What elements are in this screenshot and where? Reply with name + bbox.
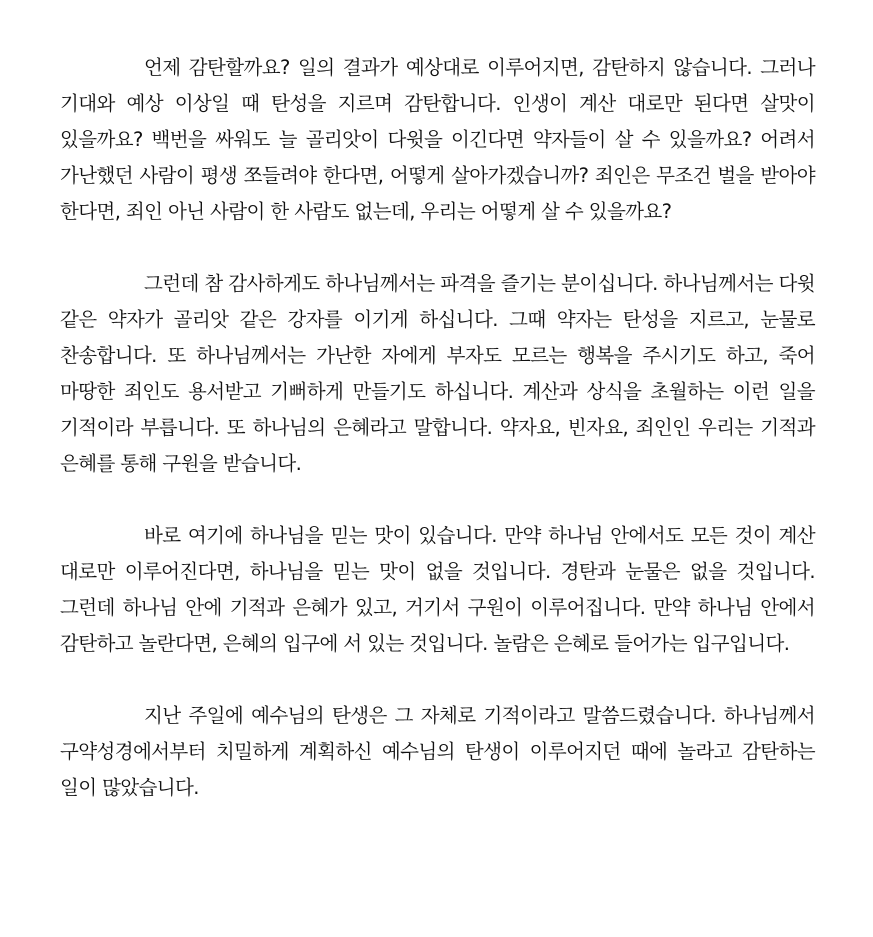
paragraph-4: 지난 주일에 예수님의 탄생은 그 자체로 기적이라고 말씀드렸습니다. 하나님께서 구약성경에서부터 치밀하게 계획하신 예수님의 탄생이 이루어지던 때에 놀라고 감탄하는 일이 많았습니다. bbox=[60, 704, 815, 799]
document-body bbox=[60, 50, 815, 806]
paragraph-1: 언제 감탄할까요? 일의 결과가 예상대로 이루어지면, 감탄하지 않습니다. 그러나 기대와 예상 이상일 때 탄성을 지르며 감탄합니다. 인생이 계산 대로만 된다면 살맛이 있을까요? 백번을 싸워도 늘 골리앗이 다윗을 이긴다면 약자들이 살 수 있을까요? 어려서 가난했던 사람이 평생 쪼들려야 한다면, 어떻게 살아가겠습니까? 죄인은 무조건 벌을 받아야 한다면, 죄인 아닌 사람이 한 사람도 없는데, 우리는 어떻게 살 수 있을까요? bbox=[60, 56, 815, 223]
paragraph-2: 그런데 참 감사하게도 하나님께서는 파격을 즐기는 분이십니다. 하나님께서는 다윗 같은 약자가 골리앗 같은 강자를 이기게 하십니다. 그때 약자는 탄성을 지르고, 눈물로 찬송합니다. 또 하나님께서는 가난한 자에게 부자도 모르는 행복을 주시기도 하고, 죽어 마땅한 죄인도 용서받고 기뻐하게 만들기도 하십니다. 계산과 상식을 초월하는 이런 일을 기적이라 부릅니다. 또 하나님의 은혜라고 말합니다. 약자요, 빈자요, 죄인인 우리는 기적과 은혜를 통해 구원을 받습니다. bbox=[60, 272, 815, 475]
paragraph-3: 바로 여기에 하나님을 믿는 맛이 있습니다. 만약 하나님 안에서도 모든 것이 계산 대로만 이루어진다면, 하나님을 믿는 맛이 없을 것입니다. 경탄과 눈물은 없을 것입니다. 그런데 하나님 안에 기적과 은혜가 있고, 거기서 구원이 이루어집니다. 만약 하나님 안에서 감탄하고 놀란다면, 은혜의 입구에 서 있는 것입니다. 놀람은 은혜로 들어가는 입구입니다. bbox=[60, 524, 815, 655]
